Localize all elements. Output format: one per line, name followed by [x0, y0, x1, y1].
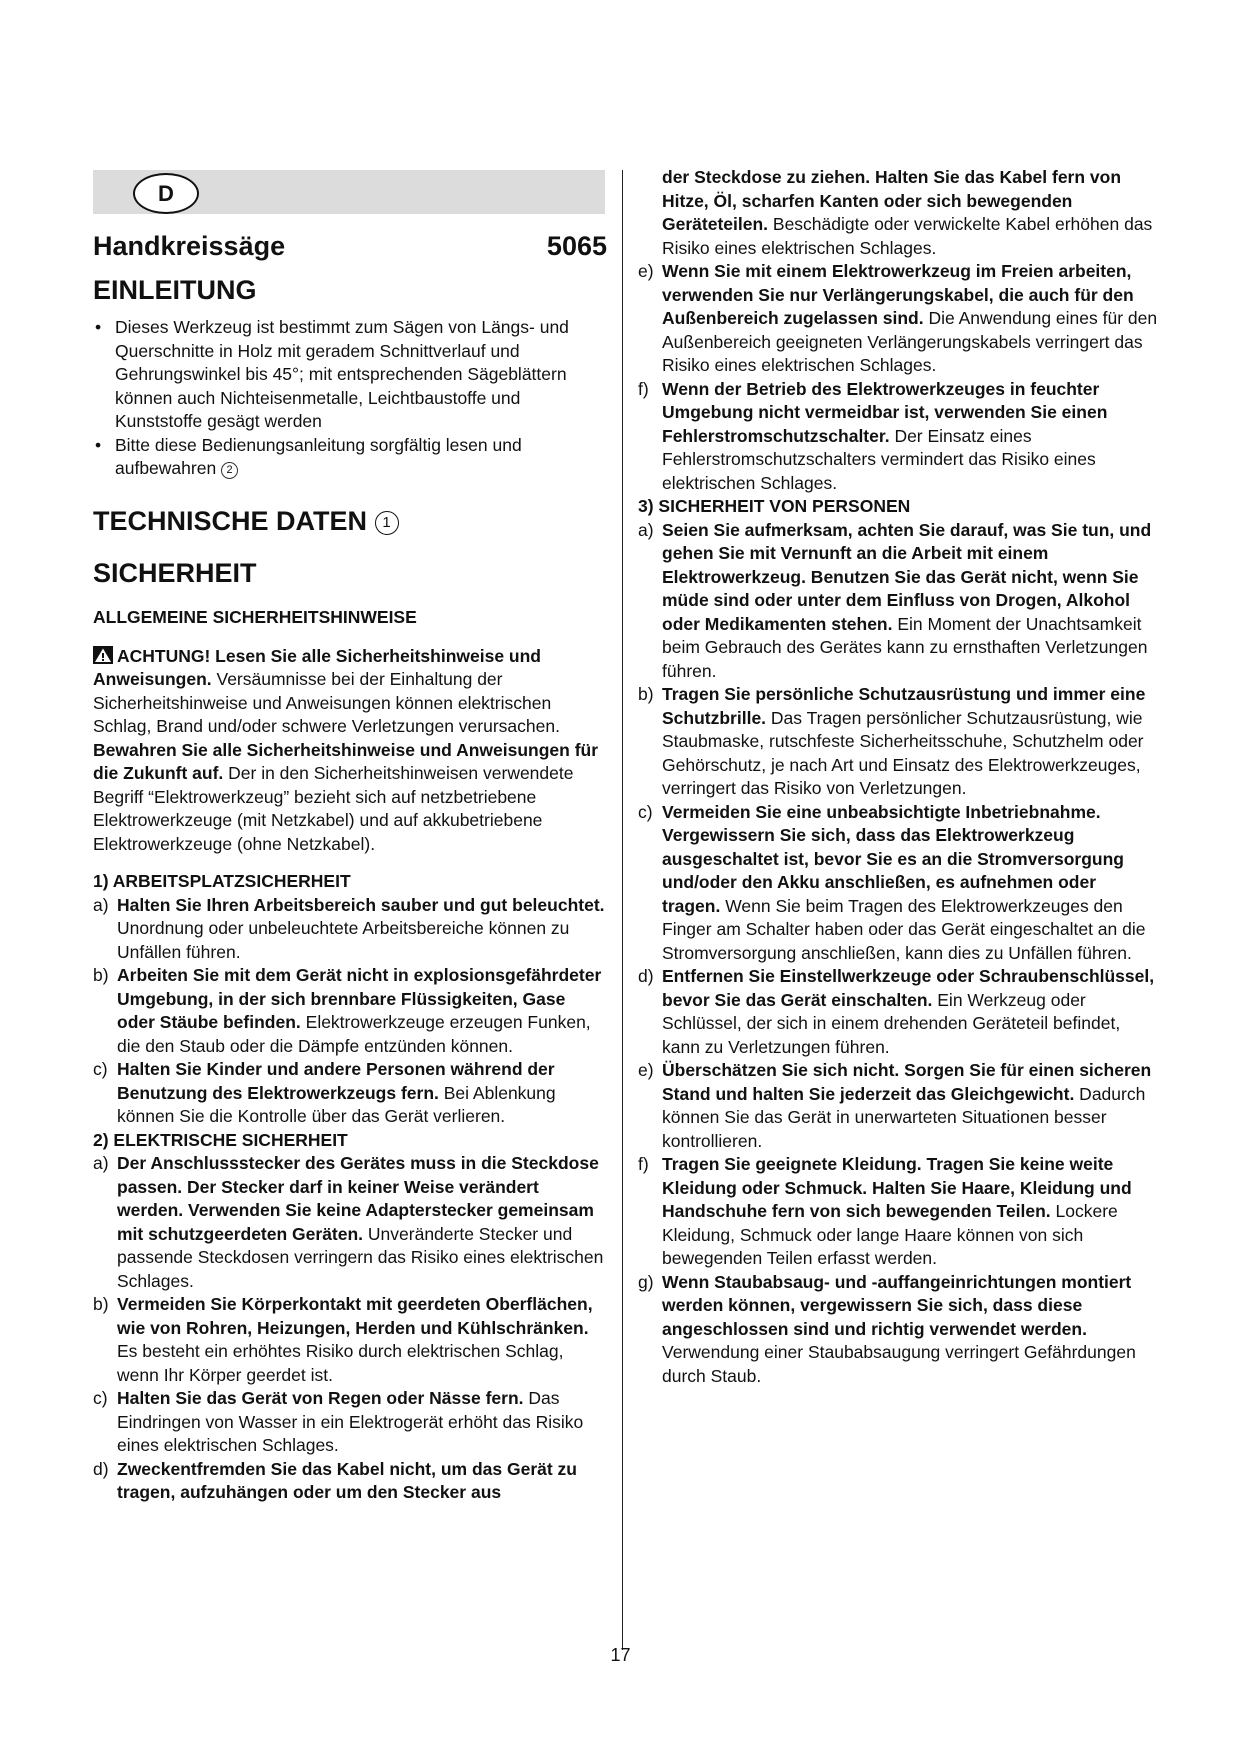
list-item: e) Überschätzen Sie sich nicht. Sorgen Sie für einen sicheren Stand und halten Sie jederzeit das Gleichgewicht. Dadurch können Sie das Gerät in unerwarteten Situationen besser kontrollieren. — [638, 1060, 1152, 1151]
intro-bullet: • Bitte diese Bedienungsanleitung sorgfältig lesen und aufbewahren 2 — [93, 434, 607, 481]
list-item: a) Der Anschlussstecker des Gerätes muss in die Steckdose passen. Der Stecker darf in keiner Weise verändert werden. Verwenden Sie keine Adapterstecker gemeinsam mit schutzgeerdeten Geräten. Unveränderte Stecker und passende Steckdosen verringern das Risiko eines elektrischen Schlages. — [93, 1153, 604, 1291]
section-heading-workplace: 1) ARBEITSPLATZSICHERHEIT — [93, 871, 351, 891]
safety-heading: SICHERHEIT — [93, 557, 257, 588]
list-item: d) Zweckentfremden Sie das Kabel nicht, um das Gerät zu tragen, aufzuhängen oder um den Stecker aus — [93, 1458, 577, 1502]
list-item: a) Halten Sie Ihren Arbeitsbereich sauber und gut beleuchtet. Unordnung oder unbeleuchtete Arbeitsbereiche können zu Unfällen führen. — [93, 894, 605, 962]
list-item: f) Wenn der Betrieb des Elektrowerkzeuges in feuchter Umgebung nicht vermeidbar ist, verwenden Sie einen Fehlerstromschutzschalter. Der Einsatz eines Fehlerstromschutzschalters vermindert das Risiko eines elektrischen Schlages. — [638, 378, 1108, 493]
left-column — [93, 226, 607, 1505]
figure-ref-badge: 2 — [221, 462, 238, 479]
list-item: c) Halten Sie Kinder und andere Personen während der Benutzung des Elektrowerkzeugs fern. Bei Ablenkung können Sie die Kontrolle über das Gerät verlieren. — [93, 1059, 556, 1126]
tech-data-heading: TECHNISCHE DATEN 1 — [93, 503, 607, 539]
intro-bullet-list — [93, 316, 607, 481]
list-item: d) Entfernen Sie Einstellwerkzeuge oder Schraubenschlüssel, bevor Sie das Gerät einschalten. Ein Werkzeug oder Schlüssel, der sich in einem drehenden Geräteteil befindet, kann zu Verletzungen führen. — [638, 966, 1155, 1057]
list-item: b) Arbeiten Sie mit dem Gerät nicht in explosionsgefährdeter Umgebung, in der sich brennbare Flüssigkeiten, Gase oder Stäube befinden. Elektrowerkzeuge erzeugen Funken, die den Staub oder die Dämpfe entzünden können. — [93, 965, 602, 1056]
list-item: g) Wenn Staubabsaug- und -auffangeinrichtungen montiert werden können, vergewissern Sie sich, dass diese angeschlossen sind und richtig verwendet werden. Verwendung einer Staubabsaugung verringert Gefährdungen durch Staub. — [638, 1271, 1136, 1386]
general-safety-heading: ALLGEMEINE SICHERHEITSHINWEISE — [93, 606, 417, 627]
list-item: e) Wenn Sie mit einem Elektrowerkzeug im Freien arbeiten, verwenden Sie nur Verlängerungskabel, die auch für den Außenbereich zugelassen sind. Die Anwendung eines für den Außenbereich geeigneten Verlängerungskabels verringert das Risiko eines elektrischen Schlages. — [638, 261, 1158, 375]
list-item: a) Seien Sie aufmerksam, achten Sie darauf, was Sie tun, und gehen Sie mit Vernunft an die Arbeit mit einem Elektrowerkzeug. Benutzen Sie das Gerät nicht, wenn Sie müde sind oder unter dem Einfluss von Drogen, Alkohol oder Medikamenten stehen. Ein Moment der Unachtsamkeit beim Gebrauch des Gerätes kann zu ernsthaften Verletzungen führen. — [638, 519, 1152, 681]
list-item: f) Tragen Sie geeignete Kleidung. Tragen Sie keine weite Kleidung oder Schmuck. Halten Sie Haare, Kleidung und Handschuhe fern von sich bewegenden Teilen. Lockere Kleidung, Schmuck oder lange Haare können von sich bewegenden Teilen erfasst werden. — [638, 1154, 1132, 1268]
figure-ref-badge: 1 — [375, 511, 399, 535]
warning-triangle-icon — [93, 646, 113, 664]
section-heading-personal: 3) SICHERHEIT VON PERSONEN — [638, 496, 911, 516]
list-item: c) Vermeiden Sie eine unbeabsichtigte Inbetriebnahme. Vergewissern Sie sich, dass das Elektrowerkzeug ausgeschaltet ist, bevor Sie es an die Stromversorgung und/oder den Akku anschließen, es aufnehmen oder tragen. Wenn Sie beim Tragen des Elektrowerkzeuges den Finger am Schalter haben oder das Gerät eingeschaltet an die Stromversorgung anschließen, kann dies zu Unfällen führen. — [638, 801, 1146, 963]
right-column — [638, 166, 1158, 1388]
list-item-continued: der Steckdose zu ziehen. Halten Sie das Kabel fern von Hitze, Öl, scharfen Kanten oder sich bewegenden Geräteteilen. Beschädigte oder verwickelte Kabel erhöhen das Risiko eines elektrischen Schlages. — [662, 167, 1153, 258]
column-divider — [622, 170, 623, 1650]
list-item: b) Tragen Sie persönliche Schutzausrüstung und immer eine Schutzbrille. Das Tragen persönlicher Schutzausrüstung, wie Staubmaske, rutschfeste Sicherheitsschuhe, Schutzhelm oder Gehörschutz, je nach Art und Einsatz des Elektrowerkzeuges, verringert das Risiko von Verletzungen. — [638, 684, 1146, 798]
product-title: Handkreissäge — [93, 231, 286, 261]
model-number: 5065 — [546, 231, 607, 261]
list-item: c) Halten Sie das Gerät von Regen oder Nässe fern. Das Eindringen von Wasser in ein Elektrogerät erhöht das Risiko eines elektrischen Schlages. — [93, 1388, 584, 1455]
document-header — [93, 226, 607, 266]
section-heading-electrical: 2) ELEKTRISCHE SICHERHEIT — [93, 1129, 348, 1150]
list-item: b) Vermeiden Sie Körperkontakt mit geerdeten Oberflächen, wie von Rohren, Heizungen, Herden und Kühlschränken. Es besteht ein erhöhtes Risiko durch elektrischen Schlag, wenn Ihr Körper geerdet ist. — [93, 1294, 593, 1385]
intro-heading: EINLEITUNG — [93, 275, 257, 305]
language-header-bar — [93, 170, 605, 214]
page-number: 17 — [610, 1645, 631, 1665]
intro-bullet: • Dieses Werkzeug ist bestimmt zum Sägen von Längs- und Querschnitte in Holz mit geradem Schnittverlauf und Gehrungswinkel bis 45°; mit entsprechenden Sägeblättern können auch Nichteisenmetalle, Leichtbaustoffe und Kunststoffe gesägt werden — [93, 316, 607, 434]
language-badge: D — [133, 173, 199, 214]
warning-paragraph: ACHTUNG! Lesen Sie alle Sicherheitshinweise und Anweisungen. Versäumnisse bei der Einhaltung der Sicherheitshinweise und Anweisungen können elektrischen Schlag, Brand und/oder schwere Verletzungen verursachen. Bewahren Sie alle Sicherheitshinweise und Anweisungen für die Zukunft auf. Der in den Sicherheitshinweisen verwendete Begriff “Elektrowerkzeug” bezieht sich auf netzbetriebene Elektrowerkzeuge (mit Netzkabel) und auf akkubetriebene Elektrowerkzeuge (ohne Netzkabel). — [93, 645, 599, 854]
